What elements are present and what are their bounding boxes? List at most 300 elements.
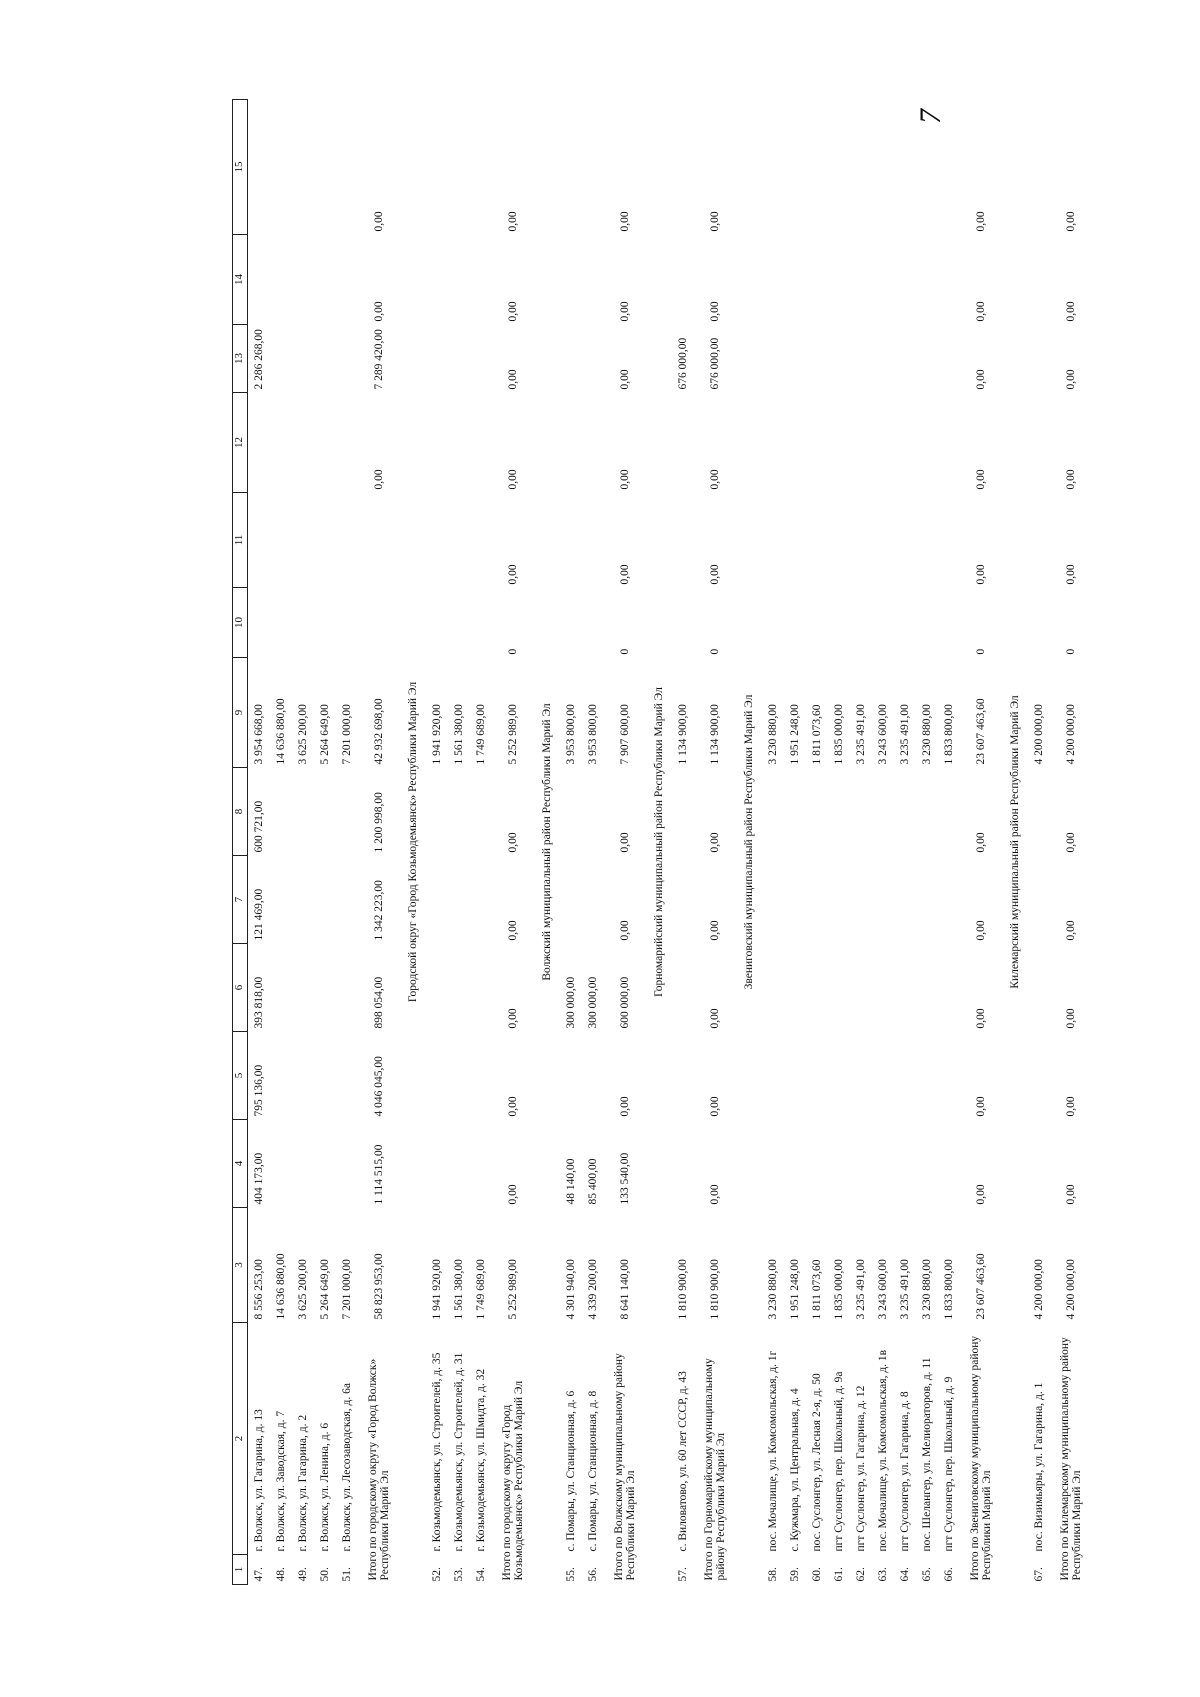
value-cell: [850, 1120, 872, 1208]
column-header: 13: [233, 325, 248, 393]
value-cell: [336, 1120, 358, 1208]
value-cell: [672, 393, 694, 493]
value-cell: [762, 768, 784, 856]
total-cell: 0: [618, 648, 631, 655]
value-cell: [828, 325, 850, 393]
total-cell: 0,00: [618, 832, 631, 853]
column-header: 1: [233, 1555, 248, 1585]
table-row: [448, 100, 470, 1585]
value-cell: [916, 588, 938, 658]
address-cell: пос. Суслонгер, ул. Лесная 2-я, д. 50: [810, 1373, 823, 1552]
table-row: [314, 100, 336, 1585]
row-number: 62.: [854, 1567, 867, 1582]
total-cell: 0,00: [974, 369, 987, 390]
value-cell: [938, 393, 960, 493]
total-cell: 0,00: [974, 469, 987, 490]
value-cell: 1 561 380,00: [452, 1259, 465, 1320]
value-cell: 1 811 073,60: [810, 704, 823, 765]
value-cell: [938, 588, 960, 658]
address-cell: г. Волжск, ул. Ленина, д. 6: [318, 1422, 331, 1552]
value-cell: [582, 768, 604, 856]
total-row: [694, 100, 736, 1585]
total-cell: 0,00: [708, 1096, 721, 1117]
total-cell: 0,00: [708, 1184, 721, 1205]
address-cell: пгт Суслонгер, пер. Школьный, д. 9: [942, 1376, 955, 1552]
total-label: Итого по Звениговскому муниципальному району Республики Марий Эл: [968, 1335, 993, 1581]
table-row: [426, 100, 448, 1585]
total-cell: 0,00: [618, 301, 631, 322]
total-row: [492, 100, 534, 1585]
row-number: 56.: [586, 1567, 599, 1582]
value-cell: [426, 325, 448, 393]
total-label: Итого по городскому округу «Город Волжск» Республики Марий Эл: [366, 1358, 391, 1581]
value-cell: [336, 325, 358, 393]
total-cell: 0,00: [708, 832, 721, 853]
value-cell: [894, 588, 916, 658]
value-cell: [762, 944, 784, 1032]
total-cell: 4 200 000,00: [1064, 1259, 1077, 1320]
section-header-row: [1002, 100, 1028, 1585]
table-row: [894, 100, 916, 1585]
section-title: Звениговский муниципальный район Республики Марий Эл: [742, 694, 755, 990]
value-cell: [448, 768, 470, 856]
value-cell: [448, 1120, 470, 1208]
value-cell: [828, 1032, 850, 1120]
value-cell: 5 264 649,00: [318, 1259, 331, 1320]
section-header-row: [534, 100, 560, 1585]
total-row: [358, 100, 400, 1585]
value-cell: [248, 493, 271, 588]
total-cell: 58 823 953,00: [372, 1253, 385, 1320]
value-cell: [894, 1032, 916, 1120]
value-cell: 121 469,00: [252, 888, 265, 941]
total-cell: 0,00: [372, 211, 385, 232]
total-cell: 0,00: [708, 301, 721, 322]
value-cell: [762, 1120, 784, 1208]
total-cell: 1 810 900,00: [708, 1259, 721, 1320]
value-cell: [582, 235, 604, 325]
value-cell: 1 833 800,00: [942, 704, 955, 765]
value-cell: [806, 235, 828, 325]
value-cell: [314, 393, 336, 493]
value-cell: [426, 1120, 448, 1208]
value-cell: [270, 393, 292, 493]
value-cell: [872, 588, 894, 658]
value-cell: [292, 856, 314, 944]
total-cell: 0,00: [618, 211, 631, 232]
value-cell: 4 339 200,00: [586, 1259, 599, 1320]
value-cell: [470, 588, 492, 658]
address-cell: г. Волжск, ул. Гагарина, д. 2: [296, 1414, 309, 1552]
total-cell: 0,00: [974, 1096, 987, 1117]
total-cell: 0,00: [974, 920, 987, 941]
value-cell: [248, 393, 271, 493]
value-cell: [292, 100, 314, 235]
value-cell: [470, 856, 492, 944]
total-cell: 0,00: [708, 211, 721, 232]
value-cell: [828, 493, 850, 588]
page-number: 7: [914, 109, 947, 124]
total-cell: 0,00: [1064, 369, 1077, 390]
value-cell: [784, 1032, 806, 1120]
total-cell: 0,00: [708, 1008, 721, 1029]
value-cell: 3 235 491,00: [898, 704, 911, 765]
total-label: Итого по Килемарскому муниципальному району Республики Марий Эл: [1058, 1337, 1083, 1581]
row-number: 54.: [474, 1567, 487, 1582]
address-cell: пос. Мочалище, ул. Комсомольская, д. 1в: [876, 1349, 889, 1552]
row-number: 55.: [564, 1567, 577, 1582]
total-label: Итого по городскому округу «Город Козьмодемьянск» Республики Марий Эл: [500, 1380, 525, 1581]
value-cell: [828, 944, 850, 1032]
value-cell: [426, 944, 448, 1032]
value-cell: [938, 100, 960, 235]
total-cell: 0,00: [708, 469, 721, 490]
value-cell: [916, 944, 938, 1032]
value-cell: [270, 100, 292, 235]
value-cell: [894, 768, 916, 856]
value-cell: [448, 493, 470, 588]
value-cell: [784, 493, 806, 588]
total-cell: 0,00: [618, 564, 631, 585]
value-cell: [672, 944, 694, 1032]
value-cell: [336, 588, 358, 658]
value-cell: [850, 100, 872, 235]
value-cell: 3 954 668,00: [252, 704, 265, 765]
value-cell: [784, 856, 806, 944]
total-cell: 0,00: [618, 920, 631, 941]
value-cell: [314, 944, 336, 1032]
table-row: [270, 100, 292, 1585]
value-cell: [916, 325, 938, 393]
value-cell: [560, 100, 582, 235]
column-header: 11: [233, 493, 248, 588]
value-cell: [582, 325, 604, 393]
value-cell: [560, 393, 582, 493]
value-cell: [582, 856, 604, 944]
total-cell: 0,00: [974, 211, 987, 232]
value-cell: [850, 944, 872, 1032]
value-cell: 393 818,00: [252, 976, 265, 1029]
value-cell: [850, 493, 872, 588]
value-cell: [448, 235, 470, 325]
value-cell: [828, 768, 850, 856]
row-number: 48.: [274, 1567, 287, 1582]
value-cell: [938, 1120, 960, 1208]
value-cell: [582, 393, 604, 493]
value-cell: [916, 856, 938, 944]
value-cell: [806, 768, 828, 856]
total-cell: 23 607 463,60: [974, 698, 987, 765]
value-cell: [784, 235, 806, 325]
value-cell: 404 173,00: [252, 1152, 265, 1205]
row-number: 53.: [452, 1567, 465, 1582]
total-cell: 0,00: [974, 564, 987, 585]
value-cell: [872, 768, 894, 856]
value-cell: [470, 944, 492, 1032]
total-cell: 0,00: [618, 469, 631, 490]
value-cell: 676 000,00: [676, 337, 689, 390]
address-cell: пгт Суслонгер, ул. Гагарина, д. 8: [898, 1391, 911, 1552]
value-cell: [828, 393, 850, 493]
total-cell: 0,00: [1064, 1184, 1077, 1205]
section-title: Волжский муниципальный район Республики Марий Эл: [540, 703, 553, 981]
value-cell: 3 235 491,00: [854, 1259, 867, 1320]
value-cell: [314, 235, 336, 325]
total-cell: 0,00: [506, 211, 519, 232]
value-cell: [292, 1120, 314, 1208]
value-cell: [806, 1120, 828, 1208]
value-cell: 1 811 073,60: [810, 1259, 823, 1320]
table-row: [470, 100, 492, 1585]
table-row: [850, 100, 872, 1585]
total-cell: 133 540,00: [618, 1152, 631, 1205]
value-cell: [784, 100, 806, 235]
value-cell: [1028, 493, 1050, 588]
address-cell: г. Волжск, ул. Заводская, д. 7: [274, 1410, 287, 1552]
column-header: 7: [233, 856, 248, 944]
total-cell: 0,00: [974, 1008, 987, 1029]
value-cell: [470, 1120, 492, 1208]
table-body: [248, 100, 1093, 1585]
address-cell: пгт Суслонгер, ул. Гагарина, д. 12: [854, 1385, 867, 1552]
value-cell: [806, 393, 828, 493]
value-cell: [336, 493, 358, 588]
value-cell: [916, 100, 938, 235]
total-cell: 0,00: [618, 369, 631, 390]
value-cell: 7 201 000,00: [340, 1259, 353, 1320]
value-cell: 300 000,00: [586, 976, 599, 1029]
address-cell: пос. Визимьяры, ул. Гагарина, д. 1: [1032, 1382, 1045, 1552]
value-cell: [784, 768, 806, 856]
header-row: [233, 100, 248, 1585]
address-cell: с. Кужмара, ул. Центральная, д. 4: [788, 1388, 801, 1552]
table-row: [938, 100, 960, 1585]
value-cell: 1 941 920,00: [430, 1259, 443, 1320]
value-cell: [448, 944, 470, 1032]
value-cell: 300 000,00: [564, 976, 577, 1029]
column-header: 14: [233, 235, 248, 325]
value-cell: [806, 856, 828, 944]
value-cell: [850, 1032, 872, 1120]
value-cell: [292, 493, 314, 588]
value-cell: [582, 493, 604, 588]
table-row: [828, 100, 850, 1585]
value-cell: [938, 235, 960, 325]
value-cell: [872, 1120, 894, 1208]
value-cell: [1028, 856, 1050, 944]
table-row: [762, 100, 784, 1585]
total-cell: 4 200 000,00: [1064, 704, 1077, 765]
value-cell: [762, 325, 784, 393]
value-cell: [1028, 1032, 1050, 1120]
total-cell: 7 907 600,00: [618, 704, 631, 765]
value-cell: 3 953 800,00: [586, 704, 599, 765]
row-number: 60.: [810, 1567, 823, 1582]
value-cell: [314, 1120, 336, 1208]
table-row: [1028, 100, 1050, 1585]
value-cell: [314, 768, 336, 856]
value-cell: [448, 588, 470, 658]
table-row: [336, 100, 358, 1585]
section-title: Килемарский муниципальный район Республики Марий Эл: [1008, 695, 1021, 989]
value-cell: [784, 944, 806, 1032]
address-cell: пгт Суслонгер, пер. Школьный, д. 9а: [832, 1371, 845, 1552]
value-cell: [270, 768, 292, 856]
total-cell: 0,00: [974, 301, 987, 322]
table-row: [248, 100, 271, 1585]
section-title: Городской округ «Город Козьмодемьянск» Республики Марий Эл: [406, 681, 419, 1003]
value-cell: [448, 856, 470, 944]
address-cell: г. Козьмодемьянск, ул. Строителей, д. 31: [452, 1352, 465, 1552]
section-header-row: [400, 100, 426, 1585]
value-cell: [270, 235, 292, 325]
address-cell: с. Виловатово, ул. 60 лет СССР, д. 43: [676, 1371, 689, 1552]
total-cell: 0,00: [372, 469, 385, 490]
column-header: 9: [233, 658, 248, 768]
value-cell: 1 951 248,00: [788, 1259, 801, 1320]
value-cell: 1 835 000,00: [832, 704, 845, 765]
value-cell: 1 134 900,00: [676, 704, 689, 765]
value-cell: [938, 768, 960, 856]
total-cell: 0,00: [506, 1184, 519, 1205]
value-cell: [672, 856, 694, 944]
value-cell: [448, 1032, 470, 1120]
value-cell: [336, 1032, 358, 1120]
value-cell: [292, 1032, 314, 1120]
value-cell: [270, 1032, 292, 1120]
total-cell: 0,00: [506, 369, 519, 390]
value-cell: [336, 768, 358, 856]
value-cell: [470, 100, 492, 235]
value-cell: [1028, 768, 1050, 856]
value-cell: [560, 1032, 582, 1120]
total-cell: 42 932 698,00: [372, 698, 385, 765]
value-cell: [470, 325, 492, 393]
value-cell: [448, 100, 470, 235]
value-cell: [762, 856, 784, 944]
value-cell: [426, 768, 448, 856]
value-cell: [828, 100, 850, 235]
total-cell: 0,00: [1064, 920, 1077, 941]
value-cell: [336, 235, 358, 325]
value-cell: [806, 588, 828, 658]
column-header: 15: [233, 100, 248, 235]
value-cell: 85 400,00: [586, 1158, 599, 1205]
value-cell: [762, 235, 784, 325]
value-cell: [314, 493, 336, 588]
value-cell: [270, 856, 292, 944]
value-cell: [762, 393, 784, 493]
value-cell: [916, 768, 938, 856]
value-cell: [762, 100, 784, 235]
value-cell: [672, 493, 694, 588]
total-cell: 5 252 989,00: [506, 704, 519, 765]
total-label: Итого по Волжскому муниципальному району Республики Марий Эл: [612, 1353, 637, 1581]
table-container: [232, 100, 1083, 1585]
value-cell: [916, 393, 938, 493]
row-number: 58.: [766, 1567, 779, 1582]
total-cell: 0: [506, 648, 519, 655]
value-cell: [872, 493, 894, 588]
value-cell: [448, 393, 470, 493]
value-cell: [916, 1032, 938, 1120]
value-cell: [784, 588, 806, 658]
row-number: 65.: [920, 1567, 933, 1582]
value-cell: 3 243 600,00: [876, 1259, 889, 1320]
total-row: [960, 100, 1002, 1585]
total-cell: 0,00: [1064, 564, 1077, 585]
address-cell: с. Помары, ул. Станционная, д. 8: [586, 1390, 599, 1552]
value-cell: 3 625 200,00: [296, 1259, 309, 1320]
value-cell: [270, 588, 292, 658]
total-cell: 0,00: [506, 564, 519, 585]
address-cell: с. Помары, ул. Станционная, д. 6: [564, 1390, 577, 1552]
value-cell: [292, 768, 314, 856]
table-row: [582, 100, 604, 1585]
total-row: [604, 100, 646, 1585]
value-cell: [448, 325, 470, 393]
total-cell: 0,00: [708, 564, 721, 585]
total-cell: 0,00: [974, 832, 987, 853]
data-table: [232, 99, 1092, 1585]
value-cell: [672, 768, 694, 856]
value-cell: [872, 393, 894, 493]
address-cell: пос. Мочалище, ул. Комсомольская, д. 1г: [766, 1350, 779, 1552]
value-cell: 3 230 880,00: [920, 704, 933, 765]
total-cell: 600 000,00: [618, 976, 631, 1029]
total-cell: 4 046 045,00: [372, 1056, 385, 1117]
value-cell: [894, 393, 916, 493]
column-header: 10: [233, 588, 248, 658]
table-row: [560, 100, 582, 1585]
value-cell: [916, 493, 938, 588]
value-cell: [248, 235, 271, 325]
value-cell: 1 561 380,00: [452, 704, 465, 765]
total-cell: 0,00: [506, 469, 519, 490]
table-row: [784, 100, 806, 1585]
value-cell: 600 721,00: [252, 800, 265, 853]
value-cell: [426, 235, 448, 325]
value-cell: [426, 1032, 448, 1120]
value-cell: 48 140,00: [564, 1158, 577, 1205]
value-cell: [470, 768, 492, 856]
value-cell: [314, 856, 336, 944]
value-cell: [672, 100, 694, 235]
section-header-row: [736, 100, 762, 1585]
value-cell: [762, 588, 784, 658]
value-cell: 3 235 491,00: [898, 1259, 911, 1320]
row-number: 52.: [430, 1567, 443, 1582]
total-cell: 0,00: [506, 832, 519, 853]
value-cell: [336, 100, 358, 235]
value-cell: [762, 1032, 784, 1120]
value-cell: [314, 588, 336, 658]
value-cell: 14 636 880,00: [274, 698, 287, 765]
value-cell: [336, 393, 358, 493]
value-cell: [314, 325, 336, 393]
total-cell: 0,00: [1064, 469, 1077, 490]
value-cell: [270, 493, 292, 588]
value-cell: [850, 856, 872, 944]
total-cell: 0,00: [974, 1184, 987, 1205]
value-cell: [248, 588, 271, 658]
value-cell: [872, 235, 894, 325]
value-cell: 1 749 689,00: [474, 704, 487, 765]
value-cell: [470, 1032, 492, 1120]
value-cell: 1 833 800,00: [942, 1259, 955, 1320]
total-cell: 8 641 140,00: [618, 1259, 631, 1320]
value-cell: 3 230 880,00: [920, 1259, 933, 1320]
